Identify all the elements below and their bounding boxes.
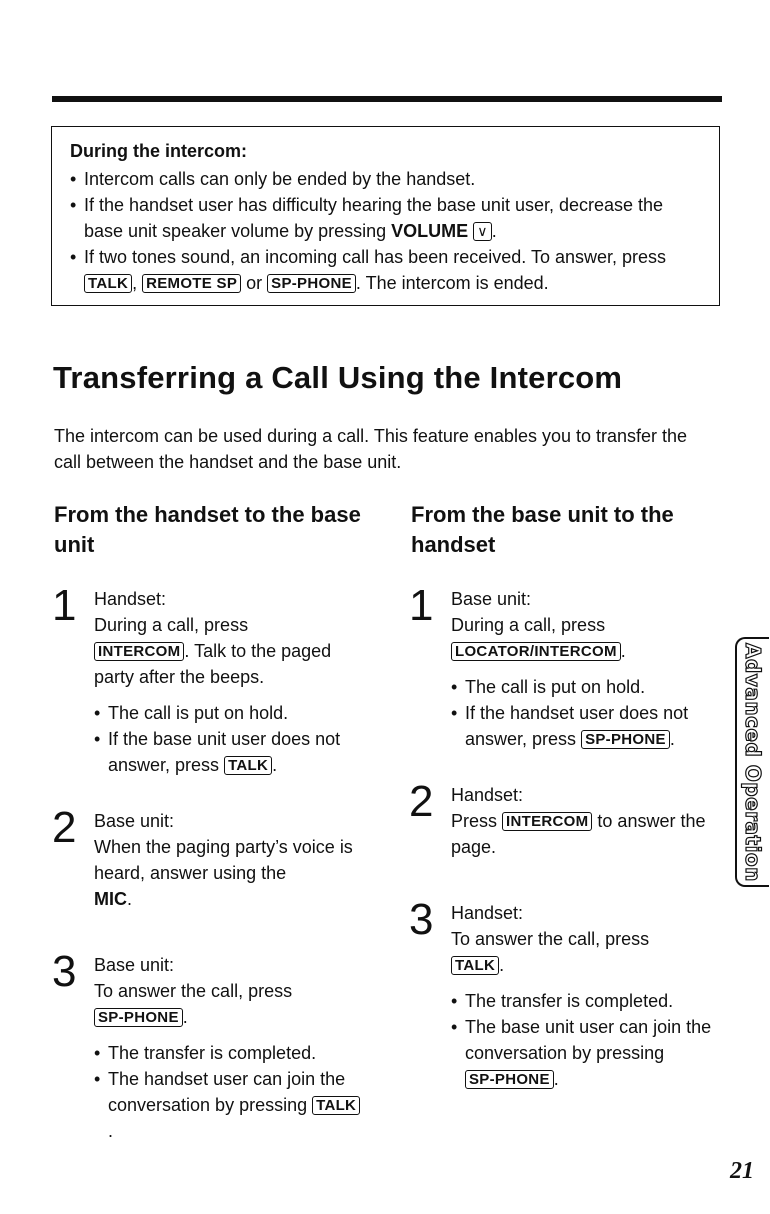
right-step-2 bbox=[409, 777, 731, 860]
step-number: 2 bbox=[52, 803, 77, 852]
step-label: Base unit: bbox=[451, 589, 532, 609]
note-text: , bbox=[132, 273, 143, 293]
mic-label: MIC bbox=[94, 889, 127, 909]
note-title: During the intercom: bbox=[70, 141, 248, 161]
note-text: . The intercom is ended. bbox=[355, 273, 549, 293]
step-text: . bbox=[127, 889, 133, 909]
step-text: . bbox=[182, 1007, 188, 1027]
step-label: Handset: bbox=[451, 785, 524, 805]
note-text: Intercom calls can only be ended by the handset. bbox=[84, 169, 476, 189]
step-number: 1 bbox=[52, 581, 77, 630]
intercom-note-box bbox=[51, 126, 720, 306]
top-rule bbox=[52, 96, 722, 102]
step-label: Handset: bbox=[94, 589, 167, 609]
bullet bbox=[94, 726, 364, 778]
left-step-2 bbox=[52, 803, 364, 912]
volume-down-key: ∨ bbox=[473, 222, 492, 241]
right-column bbox=[411, 500, 731, 1092]
step-bullets bbox=[451, 674, 731, 752]
bullet: • The transfer is completed. bbox=[94, 1040, 364, 1066]
left-column-title: From the handset to the base unit bbox=[54, 502, 361, 557]
bullet bbox=[451, 700, 731, 752]
note-text: If the handset user has difficulty hearing the base unit user, decrease the base unit speaker volume by pressing bbox=[84, 195, 664, 241]
right-step-3 bbox=[409, 895, 731, 1092]
note-text: . bbox=[491, 221, 497, 241]
step-label: Handset: bbox=[451, 903, 524, 923]
talk-key: TALK bbox=[312, 1096, 360, 1115]
bullet bbox=[94, 1066, 364, 1144]
step-number: 1 bbox=[409, 581, 434, 630]
bullet-text: . bbox=[553, 1069, 559, 1089]
step-text: During a call, press bbox=[451, 615, 606, 635]
step-text: . bbox=[620, 641, 626, 661]
step-text: . bbox=[499, 955, 505, 975]
step-number: 2 bbox=[409, 777, 434, 826]
talk-key: TALK bbox=[84, 274, 132, 293]
remote-sp-key: REMOTE SP bbox=[142, 274, 241, 293]
section-side-tab bbox=[735, 637, 769, 887]
bullet: • The call is put on hold. bbox=[451, 674, 731, 700]
bullet-text: The handset user can join the conversation by pressing bbox=[108, 1069, 346, 1115]
sp-phone-key: SP-PHONE bbox=[465, 1070, 554, 1089]
sp-phone-key: SP-PHONE bbox=[94, 1008, 183, 1027]
bullet-text: The base unit user can join the conversation by pressing bbox=[465, 1017, 712, 1063]
bullet: • The transfer is completed. bbox=[451, 988, 731, 1014]
bullet-text: If the base unit user does not answer, press bbox=[108, 729, 341, 775]
step-text: Press bbox=[451, 811, 503, 831]
step-text: To answer the call, press bbox=[451, 929, 650, 949]
step-text: To answer the call, press bbox=[94, 981, 293, 1001]
left-step-3 bbox=[52, 947, 364, 1144]
intercom-key: INTERCOM bbox=[94, 642, 184, 661]
right-step-1 bbox=[409, 581, 731, 752]
step-label: Base unit: bbox=[94, 811, 175, 831]
step-text: to answer the page. bbox=[451, 811, 706, 857]
step-bullets bbox=[94, 700, 364, 778]
note-item bbox=[70, 192, 701, 244]
note-text: or bbox=[241, 273, 268, 293]
volume-label: VOLUME bbox=[391, 221, 469, 241]
note-list bbox=[70, 166, 701, 296]
side-tab-label: Advanced Operation bbox=[741, 642, 765, 882]
bullet-text: . bbox=[272, 755, 278, 775]
bullet bbox=[451, 1014, 731, 1092]
bullet-text: If the handset user does not answer, press bbox=[465, 703, 689, 749]
left-step-1 bbox=[52, 581, 364, 778]
bullet-text: . bbox=[108, 1121, 114, 1141]
right-column-title: From the base unit to the handset bbox=[411, 502, 674, 557]
step-bullets bbox=[94, 1040, 364, 1144]
locator-intercom-key: LOCATOR/INTERCOM bbox=[451, 642, 621, 661]
left-column bbox=[54, 500, 364, 1144]
intro-paragraph: The intercom can be used during a call. This feature enables you to transfer the call between the handset and the base unit. bbox=[54, 426, 688, 472]
step-number: 3 bbox=[52, 947, 77, 996]
talk-key: TALK bbox=[451, 956, 499, 975]
note-text: If two tones sound, an incoming call has been received. To answer, press bbox=[84, 247, 667, 267]
intercom-key: INTERCOM bbox=[502, 812, 592, 831]
note-item bbox=[70, 166, 701, 192]
step-text: When the paging party’s voice is heard, answer using the bbox=[94, 837, 353, 883]
step-bullets bbox=[451, 988, 731, 1092]
sp-phone-key: SP-PHONE bbox=[581, 730, 670, 749]
step-text: During a call, press bbox=[94, 615, 249, 635]
step-text: . Talk to the paged party after the beeps. bbox=[94, 641, 332, 687]
sp-phone-key: SP-PHONE bbox=[267, 274, 356, 293]
note-item bbox=[70, 244, 701, 296]
step-number: 3 bbox=[409, 895, 434, 944]
step-label: Base unit: bbox=[94, 955, 175, 975]
page-number: 21 bbox=[730, 1158, 754, 1184]
bullet-text: . bbox=[669, 729, 675, 749]
section-heading: Transferring a Call Using the Intercom bbox=[53, 360, 623, 395]
talk-key: TALK bbox=[224, 756, 272, 775]
bullet: • The call is put on hold. bbox=[94, 700, 364, 726]
